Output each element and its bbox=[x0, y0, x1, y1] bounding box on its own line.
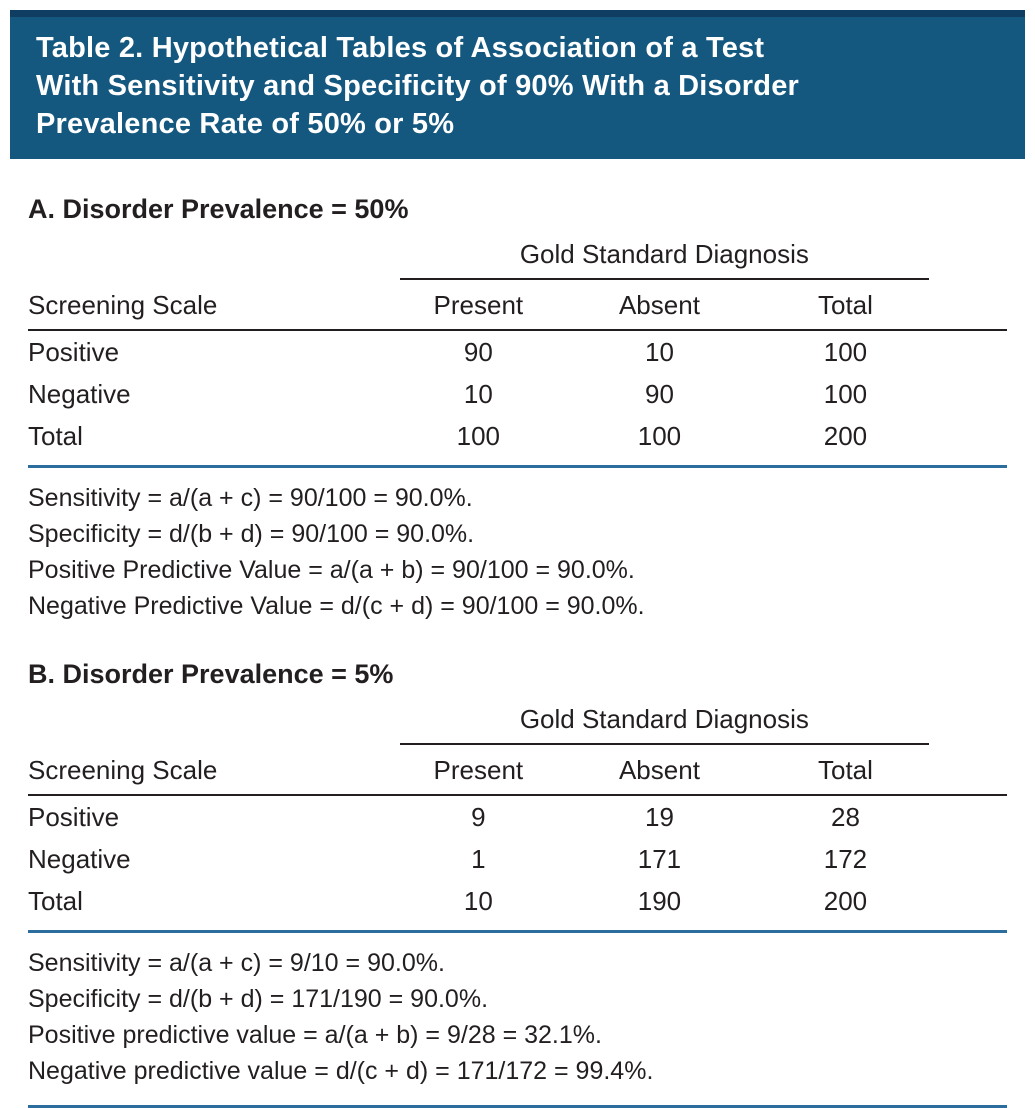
section-a bbox=[28, 193, 1007, 624]
spacer-cell bbox=[929, 744, 1007, 795]
spacer-cell bbox=[929, 373, 1007, 415]
cell-value: 200 bbox=[823, 421, 868, 451]
footnote: Sensitivity = a/(a + c) = 90/100 = 90.0%. bbox=[28, 484, 473, 512]
table-row-total bbox=[28, 880, 1007, 922]
divider-rule bbox=[28, 930, 1007, 933]
cell-value: 10 bbox=[463, 379, 493, 409]
table-row-total bbox=[28, 415, 1007, 457]
footnote: Sensitivity = a/(a + c) = 9/10 = 90.0%. bbox=[28, 949, 445, 977]
column-header-total: Total bbox=[762, 744, 928, 795]
cell-value: 9 bbox=[471, 802, 486, 832]
section-b-heading: B. Disorder Prevalence = 5% bbox=[28, 659, 394, 689]
divider-rule bbox=[28, 465, 1007, 468]
column-header-row bbox=[28, 744, 1007, 795]
footnote: Negative predictive value = d/(c + d) = 171/172 = 99.4%. bbox=[28, 1057, 654, 1085]
cell-value: 100 bbox=[823, 337, 868, 367]
cell-value: 90 bbox=[463, 337, 493, 367]
spacer-cell bbox=[28, 237, 400, 279]
cell-value: 10 bbox=[644, 337, 674, 367]
section-b-footnotes bbox=[28, 945, 1007, 1089]
cell-value: 19 bbox=[644, 802, 674, 832]
column-header-absent: Absent bbox=[557, 744, 763, 795]
column-header-screening-scale: Screening Scale bbox=[28, 279, 400, 330]
table-title-line-1: Table 2. Hypothetical Tables of Association of a Test bbox=[36, 32, 765, 64]
column-header-present: Present bbox=[400, 279, 557, 330]
cell-value: 190 bbox=[637, 886, 682, 916]
section-a-footnotes bbox=[28, 480, 1007, 624]
footnote: Specificity = d/(b + d) = 171/190 = 90.0%. bbox=[28, 985, 489, 1013]
spacer-cell bbox=[929, 237, 1007, 279]
row-label: Negative bbox=[28, 379, 131, 409]
footnote: Positive predictive value = a/(a + b) = 9/28 = 32.1%. bbox=[28, 1021, 602, 1049]
spanner-heading: Gold Standard Diagnosis bbox=[400, 237, 929, 279]
cell-value: 100 bbox=[456, 421, 501, 451]
row-label: Total bbox=[28, 421, 83, 451]
column-header-screening-scale: Screening Scale bbox=[28, 744, 400, 795]
table-title-line-2: With Sensitivity and Specificity of 90% With a Disorder bbox=[36, 70, 800, 102]
table-row-negative bbox=[28, 838, 1007, 880]
cell-value: 28 bbox=[830, 802, 860, 832]
association-table-b bbox=[28, 702, 1007, 922]
spacer-cell bbox=[929, 330, 1007, 373]
row-label: Negative bbox=[28, 844, 131, 874]
cell-value: 171 bbox=[637, 844, 682, 874]
footnote: Positive Predictive Value = a/(a + b) = 90/100 = 90.0%. bbox=[28, 556, 635, 584]
row-label: Total bbox=[28, 886, 83, 916]
spanner-heading: Gold Standard Diagnosis bbox=[400, 702, 929, 744]
spacer-cell bbox=[929, 279, 1007, 330]
spacer-cell bbox=[929, 838, 1007, 880]
column-header-absent: Absent bbox=[557, 279, 763, 330]
section-a-heading: A. Disorder Prevalence = 50% bbox=[28, 194, 409, 224]
column-header-total: Total bbox=[762, 279, 928, 330]
spacer-cell bbox=[929, 795, 1007, 838]
table-row-positive bbox=[28, 795, 1007, 838]
footnote: Negative Predictive Value = d/(c + d) = 90/100 = 90.0%. bbox=[28, 592, 645, 620]
figure-content bbox=[10, 193, 1025, 1108]
row-label: Positive bbox=[28, 802, 120, 832]
cell-value: 172 bbox=[823, 844, 868, 874]
spacer-cell bbox=[929, 415, 1007, 457]
row-label: Positive bbox=[28, 337, 120, 367]
section-b bbox=[28, 658, 1007, 1089]
table-title-line-3: Prevalence Rate of 50% or 5% bbox=[36, 108, 455, 140]
spacer-cell bbox=[28, 702, 400, 744]
spanner-row bbox=[28, 702, 1007, 744]
cell-value: 90 bbox=[644, 379, 674, 409]
cell-value: 10 bbox=[463, 886, 493, 916]
spacer-cell bbox=[929, 702, 1007, 744]
table-row-negative bbox=[28, 373, 1007, 415]
cell-value: 1 bbox=[471, 844, 486, 874]
association-table-a bbox=[28, 237, 1007, 457]
cell-value: 200 bbox=[823, 886, 868, 916]
table-title-bar bbox=[10, 10, 1025, 159]
column-header-row bbox=[28, 279, 1007, 330]
cell-value: 100 bbox=[823, 379, 868, 409]
spacer-cell bbox=[929, 880, 1007, 922]
table-row-positive bbox=[28, 330, 1007, 373]
cell-value: 100 bbox=[637, 421, 682, 451]
spanner-row bbox=[28, 237, 1007, 279]
footnote: Specificity = d/(b + d) = 90/100 = 90.0%. bbox=[28, 520, 475, 548]
column-header-present: Present bbox=[400, 744, 557, 795]
